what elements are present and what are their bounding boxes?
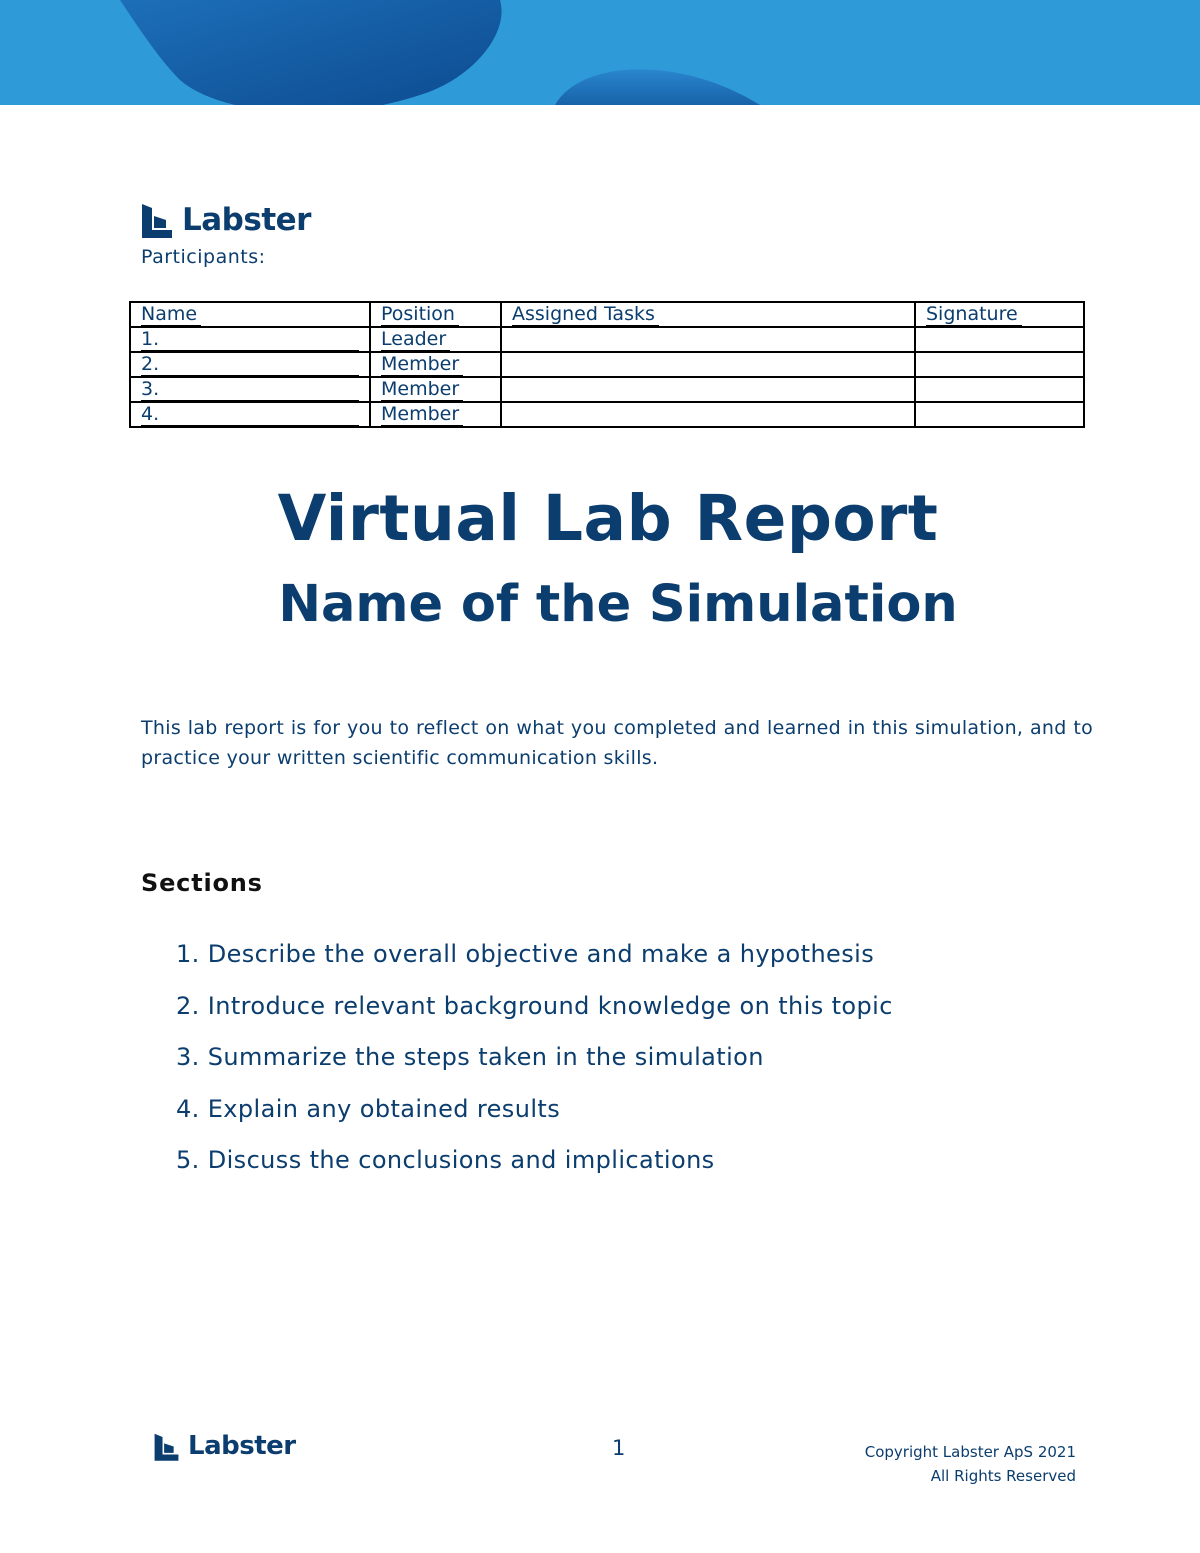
tasks-cell[interactable] (501, 402, 915, 427)
signature-cell[interactable] (915, 402, 1084, 427)
table-row (130, 327, 1084, 352)
header-assigned-tasks: Assigned Tasks (501, 302, 915, 327)
list-item: 4. Explain any obtained results (176, 1094, 561, 1123)
participants-table (129, 301, 1085, 428)
table-row (130, 377, 1084, 402)
page-number: 1 (612, 1436, 626, 1460)
position-cell: Member (370, 377, 501, 402)
position-cell: Leader (370, 327, 501, 352)
list-item: 1. Describe the overall objective and make a hypothesis (176, 940, 875, 968)
copyright-notice (865, 1440, 1076, 1488)
table-row (130, 402, 1084, 427)
header-position: Position (370, 302, 501, 327)
signature-cell[interactable] (915, 352, 1084, 377)
table-header-row (130, 302, 1084, 327)
header-signature: Signature (915, 302, 1084, 327)
position-cell: Member (370, 402, 501, 427)
signature-cell[interactable] (915, 377, 1084, 402)
list-item: 2. Introduce relevant background knowledge on this topic (176, 991, 893, 1020)
list-item: 5. Discuss the conclusions and implications (176, 1146, 715, 1174)
sections-heading: Sections (141, 869, 263, 897)
participants-label: Participants: (141, 246, 266, 268)
name-cell[interactable]: 2. (130, 352, 370, 377)
name-cell[interactable]: 3. (130, 377, 370, 402)
labster-logo (140, 200, 311, 240)
footer-labster-logo (153, 1430, 296, 1462)
labster-logo-text: Labster (182, 202, 311, 238)
intro-paragraph: This lab report is for you to reflect on what you completed and learned in this simulation, and to practice your written scientific communication skills. (141, 717, 1093, 769)
labster-logo-icon (140, 202, 174, 238)
signature-cell[interactable] (915, 327, 1084, 352)
simulation-name: Name of the Simulation (278, 575, 958, 634)
header-name: Name (130, 302, 370, 327)
position-cell: Member (370, 352, 501, 377)
header-banner (0, 0, 1200, 105)
table-row (130, 352, 1084, 377)
labster-logo-icon (153, 1432, 180, 1461)
copyright-text: Copyright Labster ApS 2021 (864, 1443, 1076, 1461)
sections-list (176, 940, 893, 1198)
report-title: Virtual Lab Report (277, 482, 939, 555)
tasks-cell[interactable] (501, 327, 915, 352)
list-item: 3. Summarize the steps taken in the simulation (176, 1043, 764, 1071)
name-cell[interactable]: 4. (130, 402, 370, 427)
banner-decoration (0, 0, 1200, 105)
tasks-cell[interactable] (501, 377, 915, 402)
footer-logo-text: Labster (188, 1431, 296, 1461)
name-cell[interactable]: 1. (130, 327, 370, 352)
tasks-cell[interactable] (501, 352, 915, 377)
rights-text: All Rights Reserved (930, 1467, 1076, 1485)
